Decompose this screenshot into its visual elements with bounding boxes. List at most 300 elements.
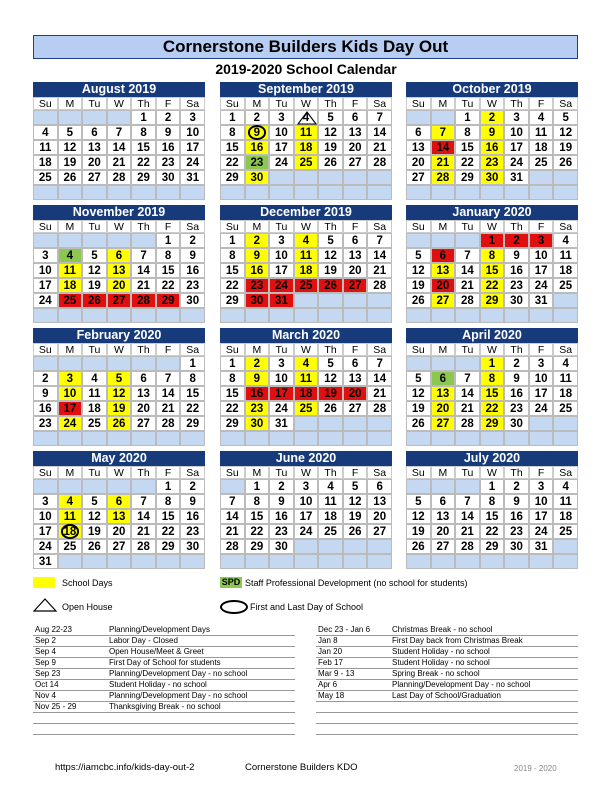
day-cell: 12	[406, 386, 431, 401]
empty-cell	[82, 431, 107, 446]
weekday-label: Su	[33, 343, 58, 356]
empty-cell	[431, 554, 456, 569]
day-cell: 23	[245, 155, 270, 170]
footer-url[interactable]: https://iamcbc.info/kids-day-out-2	[55, 762, 195, 773]
day-cell: 15	[220, 140, 245, 155]
day-cell: 11	[318, 494, 343, 509]
weekday-label: M	[431, 343, 456, 356]
day-cell: 20	[343, 140, 368, 155]
day-cell: 26	[82, 539, 107, 554]
day-cell: 11	[553, 248, 578, 263]
day-cell: 10	[504, 125, 529, 140]
day-cell: 30	[504, 539, 529, 554]
day-cell: 4	[58, 248, 83, 263]
day-cell: 3	[58, 371, 83, 386]
weekday-label: Tu	[269, 343, 294, 356]
empty-cell	[107, 554, 132, 569]
day-cell: 4	[553, 479, 578, 494]
day-cell: 22	[480, 524, 505, 539]
day-cell: 12	[553, 125, 578, 140]
event-text: Planning/Development Day - no school	[109, 691, 248, 700]
day-cell: 23	[245, 278, 270, 293]
weekday-label: Sa	[180, 97, 205, 110]
weekday-label: W	[107, 220, 132, 233]
day-cell: 4	[82, 371, 107, 386]
weekday-label: Su	[220, 220, 245, 233]
day-cell: 7	[131, 494, 156, 509]
day-cell: 30	[180, 293, 205, 308]
day-cell: 13	[431, 386, 456, 401]
weekday-label: Sa	[367, 466, 392, 479]
weekday-label: F	[156, 97, 181, 110]
empty-cell	[131, 185, 156, 200]
day-cell: 21	[367, 263, 392, 278]
weekday-label: Th	[318, 97, 343, 110]
day-cell: 9	[156, 125, 181, 140]
event-date: Oct 14	[35, 680, 59, 689]
day-cell: 8	[245, 494, 270, 509]
day-cell: 12	[318, 371, 343, 386]
day-cell: 22	[220, 155, 245, 170]
weekday-label: F	[343, 220, 368, 233]
empty-cell	[455, 431, 480, 446]
day-cell: 14	[455, 263, 480, 278]
day-cell: 31	[529, 293, 554, 308]
day-cell: 11	[529, 125, 554, 140]
weekday-label: M	[245, 466, 270, 479]
day-cell: 18	[33, 155, 58, 170]
day-cell: 14	[156, 386, 181, 401]
event-date: Apr 6	[318, 680, 338, 689]
empty-cell	[82, 356, 107, 371]
day-cell: 2	[245, 110, 270, 125]
day-cell: 20	[406, 155, 431, 170]
day-cell: 10	[529, 371, 554, 386]
day-cell: 5	[82, 494, 107, 509]
oval-icon	[220, 600, 248, 614]
event-text: Last Day of School/Graduation	[392, 691, 501, 700]
day-cell: 7	[455, 248, 480, 263]
day-cell: 10	[269, 248, 294, 263]
day-cell: 11	[58, 509, 83, 524]
weekday-label: F	[156, 343, 181, 356]
day-cell: 8	[220, 248, 245, 263]
month-header: February 2020	[33, 328, 205, 343]
month-grid	[406, 343, 578, 446]
day-cell: 18	[58, 278, 83, 293]
month-header: May 2020	[33, 451, 205, 466]
month-header: April 2020	[406, 328, 578, 343]
day-cell: 5	[553, 110, 578, 125]
day-cell: 23	[504, 278, 529, 293]
day-cell: 23	[245, 401, 270, 416]
empty-cell	[156, 431, 181, 446]
weekday-label: Th	[131, 97, 156, 110]
day-cell: 13	[131, 386, 156, 401]
empty-cell	[131, 479, 156, 494]
empty-cell	[318, 170, 343, 185]
day-cell: 5	[318, 110, 343, 125]
event-date: Jan 8	[318, 636, 338, 645]
weekday-label: Tu	[455, 466, 480, 479]
day-cell: 18	[294, 140, 319, 155]
day-cell: 26	[318, 278, 343, 293]
day-cell: 2	[504, 479, 529, 494]
weekday-label: Su	[220, 97, 245, 110]
day-cell: 25	[529, 155, 554, 170]
empty-cell	[406, 479, 431, 494]
month-grid	[406, 466, 578, 569]
day-cell: 14	[131, 263, 156, 278]
empty-cell	[107, 233, 132, 248]
empty-cell	[180, 554, 205, 569]
event-date: Aug 22-23	[35, 625, 72, 634]
empty-cell	[245, 554, 270, 569]
empty-cell	[504, 431, 529, 446]
day-cell: 20	[431, 278, 456, 293]
day-cell: 22	[245, 524, 270, 539]
day-cell: 7	[220, 494, 245, 509]
empty-cell	[107, 110, 132, 125]
day-cell: 13	[406, 140, 431, 155]
day-cell: 24	[33, 293, 58, 308]
day-cell: 12	[406, 263, 431, 278]
empty-cell	[33, 356, 58, 371]
empty-cell	[269, 185, 294, 200]
day-cell: 19	[82, 524, 107, 539]
day-cell: 21	[220, 524, 245, 539]
weekday-label: Sa	[367, 220, 392, 233]
empty-cell	[529, 170, 554, 185]
weekday-label: Su	[406, 343, 431, 356]
day-cell: 13	[107, 509, 132, 524]
month-header: September 2019	[220, 82, 392, 97]
day-cell: 12	[343, 494, 368, 509]
day-cell: 15	[156, 263, 181, 278]
empty-cell	[367, 431, 392, 446]
empty-cell	[180, 308, 205, 323]
day-cell: 24	[294, 524, 319, 539]
day-cell: 19	[318, 263, 343, 278]
empty-cell	[406, 308, 431, 323]
day-cell: 12	[58, 140, 83, 155]
empty-cell	[107, 356, 132, 371]
empty-cell	[318, 308, 343, 323]
day-cell: 1	[220, 110, 245, 125]
empty-cell	[33, 308, 58, 323]
day-cell: 1	[156, 479, 181, 494]
footer-org: Cornerstone Builders KDO	[245, 762, 358, 773]
day-cell: 9	[504, 371, 529, 386]
day-cell: 6	[82, 125, 107, 140]
day-cell: 3	[269, 110, 294, 125]
empty-cell	[82, 479, 107, 494]
day-cell: 24	[33, 539, 58, 554]
day-cell: 6	[343, 233, 368, 248]
day-cell: 24	[180, 155, 205, 170]
day-cell: 28	[156, 416, 181, 431]
day-cell: 13	[431, 509, 456, 524]
day-cell: 4	[33, 125, 58, 140]
day-cell: 23	[269, 524, 294, 539]
month-header: December 2019	[220, 205, 392, 220]
day-cell: 16	[33, 401, 58, 416]
day-cell: 30	[269, 539, 294, 554]
event-text: Planning/Development Days	[109, 625, 210, 634]
day-cell: 28	[107, 170, 132, 185]
weekday-label: M	[431, 97, 456, 110]
day-cell: 26	[553, 155, 578, 170]
day-cell: 13	[343, 371, 368, 386]
day-cell: 19	[406, 524, 431, 539]
weekday-label: Tu	[455, 97, 480, 110]
day-cell: 27	[343, 155, 368, 170]
weekday-label: Sa	[367, 343, 392, 356]
weekday-label: Th	[318, 343, 343, 356]
day-cell: 16	[245, 140, 270, 155]
day-cell: 29	[180, 416, 205, 431]
weekday-label: M	[58, 97, 83, 110]
day-cell: 9	[504, 248, 529, 263]
day-cell: 2	[245, 356, 270, 371]
day-cell: 15	[480, 386, 505, 401]
day-cell: 9	[33, 386, 58, 401]
day-cell: 19	[553, 140, 578, 155]
day-cell: 14	[455, 509, 480, 524]
weekday-label: W	[107, 466, 132, 479]
event-date: Dec 23 - Jan 6	[318, 625, 371, 634]
day-cell: 6	[431, 494, 456, 509]
day-cell: 18	[318, 509, 343, 524]
day-cell: 2	[245, 233, 270, 248]
month-grid	[33, 220, 205, 323]
calendar-subtitle: 2019-2020 School Calendar	[215, 61, 397, 77]
day-cell: 27	[431, 293, 456, 308]
empty-cell	[220, 554, 245, 569]
day-cell: 15	[131, 140, 156, 155]
weekday-label: W	[294, 220, 319, 233]
month-april-2020	[406, 328, 578, 446]
weekday-label: M	[58, 343, 83, 356]
day-cell: 14	[107, 140, 132, 155]
empty-cell	[553, 539, 578, 554]
month-header: March 2020	[220, 328, 392, 343]
weekday-label: W	[480, 97, 505, 110]
empty-cell	[529, 554, 554, 569]
day-cell: 11	[553, 494, 578, 509]
day-cell: 13	[82, 140, 107, 155]
event-date: Sep 2	[35, 636, 56, 645]
empty-cell	[269, 170, 294, 185]
day-cell: 7	[367, 110, 392, 125]
day-cell: 30	[245, 416, 270, 431]
day-cell: 3	[294, 479, 319, 494]
first-last-label: First and Last Day of School	[250, 602, 364, 612]
day-cell: 11	[294, 248, 319, 263]
day-cell: 15	[245, 509, 270, 524]
day-cell: 10	[58, 386, 83, 401]
day-cell: 6	[431, 248, 456, 263]
day-cell: 17	[529, 386, 554, 401]
weekday-label: Th	[131, 343, 156, 356]
events-table-left	[33, 624, 295, 734]
day-cell: 12	[318, 248, 343, 263]
day-cell: 11	[553, 371, 578, 386]
day-cell: 22	[156, 278, 181, 293]
month-grid	[406, 97, 578, 200]
empty-cell	[553, 431, 578, 446]
day-cell: 10	[529, 248, 554, 263]
day-cell: 9	[504, 494, 529, 509]
empty-cell	[343, 431, 368, 446]
day-cell: 30	[504, 293, 529, 308]
spd-label: Staff Professional Development (no school for students)	[245, 578, 468, 588]
empty-cell	[294, 539, 319, 554]
day-cell: 25	[58, 539, 83, 554]
weekday-label: Th	[318, 466, 343, 479]
day-cell: 14	[367, 248, 392, 263]
empty-cell	[504, 308, 529, 323]
weekday-label: Tu	[82, 220, 107, 233]
empty-cell	[455, 479, 480, 494]
day-cell: 2	[156, 110, 181, 125]
day-cell: 2	[269, 479, 294, 494]
day-cell: 29	[480, 293, 505, 308]
weekday-label: Tu	[82, 466, 107, 479]
day-cell: 10	[529, 494, 554, 509]
day-cell: 17	[269, 386, 294, 401]
day-cell: 28	[131, 293, 156, 308]
weekday-label: F	[529, 97, 554, 110]
day-cell: 19	[318, 386, 343, 401]
day-cell: 26	[318, 401, 343, 416]
empty-cell	[367, 416, 392, 431]
day-cell: 25	[318, 524, 343, 539]
weekday-label: Th	[504, 466, 529, 479]
empty-cell	[131, 356, 156, 371]
month-header: January 2020	[406, 205, 578, 220]
day-cell: 5	[406, 371, 431, 386]
month-february-2020	[33, 328, 205, 446]
day-cell: 16	[504, 386, 529, 401]
day-cell: 4	[294, 110, 319, 125]
day-cell: 14	[431, 140, 456, 155]
day-cell: 21	[431, 155, 456, 170]
day-cell: 29	[480, 539, 505, 554]
day-cell: 8	[156, 494, 181, 509]
month-november-2019	[33, 205, 205, 323]
empty-cell	[480, 308, 505, 323]
day-cell: 9	[245, 371, 270, 386]
empty-cell	[33, 110, 58, 125]
weekday-label: Tu	[269, 97, 294, 110]
day-cell: 12	[107, 386, 132, 401]
day-cell: 16	[180, 263, 205, 278]
weekday-label: W	[294, 343, 319, 356]
day-cell: 21	[131, 278, 156, 293]
day-cell: 22	[180, 401, 205, 416]
day-cell: 1	[480, 356, 505, 371]
month-september-2019	[220, 82, 392, 200]
day-cell: 16	[245, 386, 270, 401]
empty-cell	[343, 293, 368, 308]
day-cell: 17	[529, 509, 554, 524]
empty-cell	[220, 185, 245, 200]
month-grid	[220, 343, 392, 446]
day-cell: 2	[504, 233, 529, 248]
empty-cell	[431, 308, 456, 323]
day-cell: 21	[367, 140, 392, 155]
day-cell: 24	[269, 155, 294, 170]
event-date: Mar 9 - 13	[318, 669, 355, 678]
day-cell: 7	[431, 125, 456, 140]
empty-cell	[367, 293, 392, 308]
day-cell: 24	[529, 278, 554, 293]
empty-cell	[220, 431, 245, 446]
month-header: October 2019	[406, 82, 578, 97]
weekday-label: Tu	[269, 466, 294, 479]
day-cell: 4	[318, 479, 343, 494]
day-cell: 25	[553, 401, 578, 416]
empty-cell	[58, 110, 83, 125]
weekday-label: Th	[131, 220, 156, 233]
day-cell: 30	[180, 539, 205, 554]
empty-cell	[156, 554, 181, 569]
weekday-label: Sa	[367, 97, 392, 110]
weekday-label: M	[431, 466, 456, 479]
empty-cell	[318, 539, 343, 554]
empty-cell	[529, 431, 554, 446]
day-cell: 6	[131, 371, 156, 386]
day-cell: 26	[58, 170, 83, 185]
empty-cell	[367, 539, 392, 554]
triangle-marker	[297, 111, 317, 125]
day-cell: 6	[107, 494, 132, 509]
day-cell: 24	[529, 401, 554, 416]
day-cell: 27	[107, 293, 132, 308]
day-cell: 4	[58, 494, 83, 509]
empty-cell	[480, 431, 505, 446]
month-january-2020	[406, 205, 578, 323]
empty-cell	[82, 185, 107, 200]
day-cell: 8	[480, 248, 505, 263]
day-cell: 31	[269, 416, 294, 431]
day-cell: 7	[455, 371, 480, 386]
day-cell: 19	[406, 278, 431, 293]
day-cell: 5	[343, 479, 368, 494]
day-cell: 23	[504, 524, 529, 539]
weekday-label: F	[156, 220, 181, 233]
day-cell: 19	[318, 140, 343, 155]
weekday-label: Su	[220, 343, 245, 356]
day-cell: 31	[180, 170, 205, 185]
weekday-label: M	[58, 466, 83, 479]
weekday-label: Su	[33, 97, 58, 110]
day-cell: 23	[504, 401, 529, 416]
day-cell: 13	[343, 248, 368, 263]
weekday-label: Su	[406, 466, 431, 479]
empty-cell	[406, 110, 431, 125]
event-text: Planning/Development Day - no school	[109, 669, 248, 678]
day-cell: 27	[367, 524, 392, 539]
empty-cell	[131, 308, 156, 323]
day-cell: 20	[82, 155, 107, 170]
day-cell: 17	[269, 263, 294, 278]
weekday-label: M	[245, 220, 270, 233]
day-cell: 18	[294, 263, 319, 278]
empty-cell	[58, 431, 83, 446]
empty-cell	[156, 308, 181, 323]
